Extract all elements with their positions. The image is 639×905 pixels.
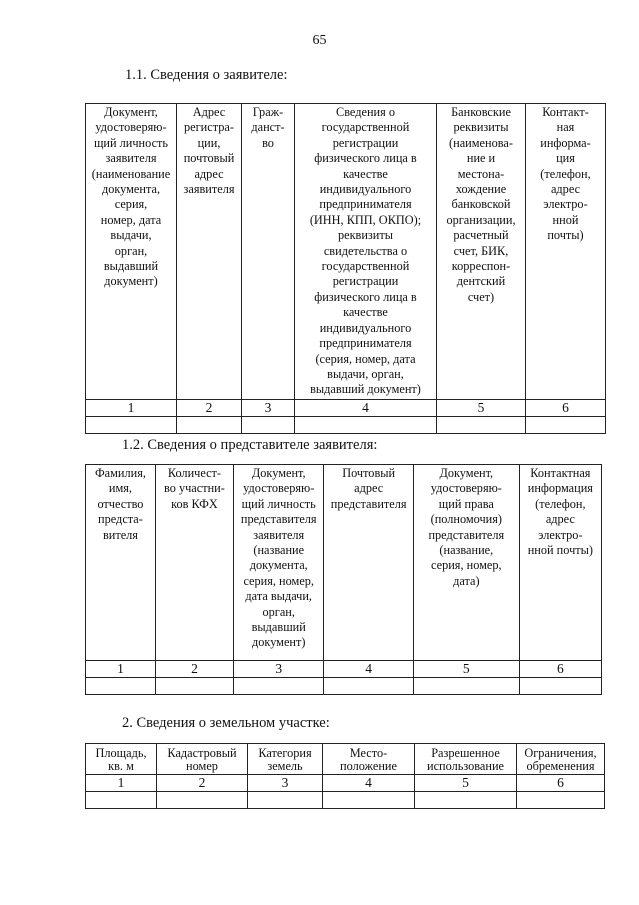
column-number-row [86,775,605,792]
empty-cell[interactable] [415,792,517,809]
header-cell: Ограничения, обременения [517,744,605,775]
applicant-table [85,103,606,434]
empty-cell[interactable] [86,678,156,695]
column-number: 2 [157,775,248,792]
header-cell: Контакт- ная информа- ция (телефон, адрес электро- нной почты) [526,104,606,400]
empty-cell[interactable] [324,678,413,695]
header-cell: Место- положение [323,744,415,775]
empty-cell[interactable] [413,678,519,695]
empty-cell[interactable] [248,792,323,809]
empty-cell[interactable] [295,416,437,433]
header-cell: Категория земель [248,744,323,775]
column-number: 5 [415,775,517,792]
empty-data-row [86,678,602,695]
column-number: 1 [86,661,156,678]
column-number: 5 [437,399,526,416]
representative-table [85,464,602,695]
column-number: 2 [155,661,233,678]
section-title-applicant: 1.1. Сведения о заявителе: [125,67,288,83]
column-number: 4 [295,399,437,416]
header-cell: Сведения о государственной регистрации физического лица в качестве индивидуального предпринимателя (ИНН, КПП, ОКПО); реквизиты свидетельства о государственной регистрации физического лица в качестве индивидуального предпринимателя (серия, номер, дата выдачи, орган, выдавший документ) [295,104,437,400]
empty-cell[interactable] [519,678,601,695]
header-cell: Адрес регистра- ции, почтовый адрес заявителя [177,104,242,400]
header-cell: Почтовый адрес представителя [324,465,413,661]
column-number: 5 [413,661,519,678]
header-cell: Документ, удостоверяю- щий права (полномочия) представителя (название, серия, номер, дата) [413,465,519,661]
empty-cell[interactable] [155,678,233,695]
column-number: 3 [242,399,295,416]
column-number: 1 [86,399,177,416]
header-cell: Разрешенное использование [415,744,517,775]
column-number: 3 [234,661,324,678]
column-number: 6 [519,661,601,678]
header-cell: Кадастровый номер [157,744,248,775]
empty-cell[interactable] [437,416,526,433]
empty-cell[interactable] [517,792,605,809]
empty-cell[interactable] [323,792,415,809]
column-number: 4 [324,661,413,678]
table-header-row [86,104,606,400]
header-cell: Документ, удостоверяю- щий личность заявителя (наименование документа, серия, номер, дата выдачи, орган, выдавший документ) [86,104,177,400]
column-number: 4 [323,775,415,792]
column-number: 2 [177,399,242,416]
header-cell: Количест- во участни- ков КФХ [155,465,233,661]
column-number-row [86,399,606,416]
empty-cell[interactable] [526,416,606,433]
header-cell: Фамилия, имя, отчество предста- вителя [86,465,156,661]
table-header-row [86,465,602,661]
header-cell: Контактная информация (телефон, адрес электро- нной почты) [519,465,601,661]
section-title-land-plot: 2. Сведения о земельном участке: [122,715,330,731]
header-cell: Площадь, кв. м [86,744,157,775]
empty-cell[interactable] [86,416,177,433]
column-number-row [86,661,602,678]
empty-data-row [86,792,605,809]
page-number: 65 [312,33,327,48]
column-number: 6 [517,775,605,792]
header-cell: Банковские реквизиты (наименова- ние и местона- хождение банковской организации, расчетный счет, БИК, корреспон- дентский счет) [437,104,526,400]
empty-cell[interactable] [157,792,248,809]
empty-cell[interactable] [177,416,242,433]
empty-cell[interactable] [86,792,157,809]
empty-cell[interactable] [234,678,324,695]
land-plot-table [85,743,605,809]
empty-data-row [86,416,606,433]
column-number: 6 [526,399,606,416]
empty-cell[interactable] [242,416,295,433]
header-cell: Граж- данст- во [242,104,295,400]
section-title-representative: 1.2. Сведения о представителе заявителя: [122,437,378,453]
table-header-row [86,744,605,775]
column-number: 3 [248,775,323,792]
column-number: 1 [86,775,157,792]
header-cell: Документ, удостоверяю- щий личность представителя заявителя (название документа, серия, номер, дата выдачи, орган, выдавший документ) [234,465,324,661]
